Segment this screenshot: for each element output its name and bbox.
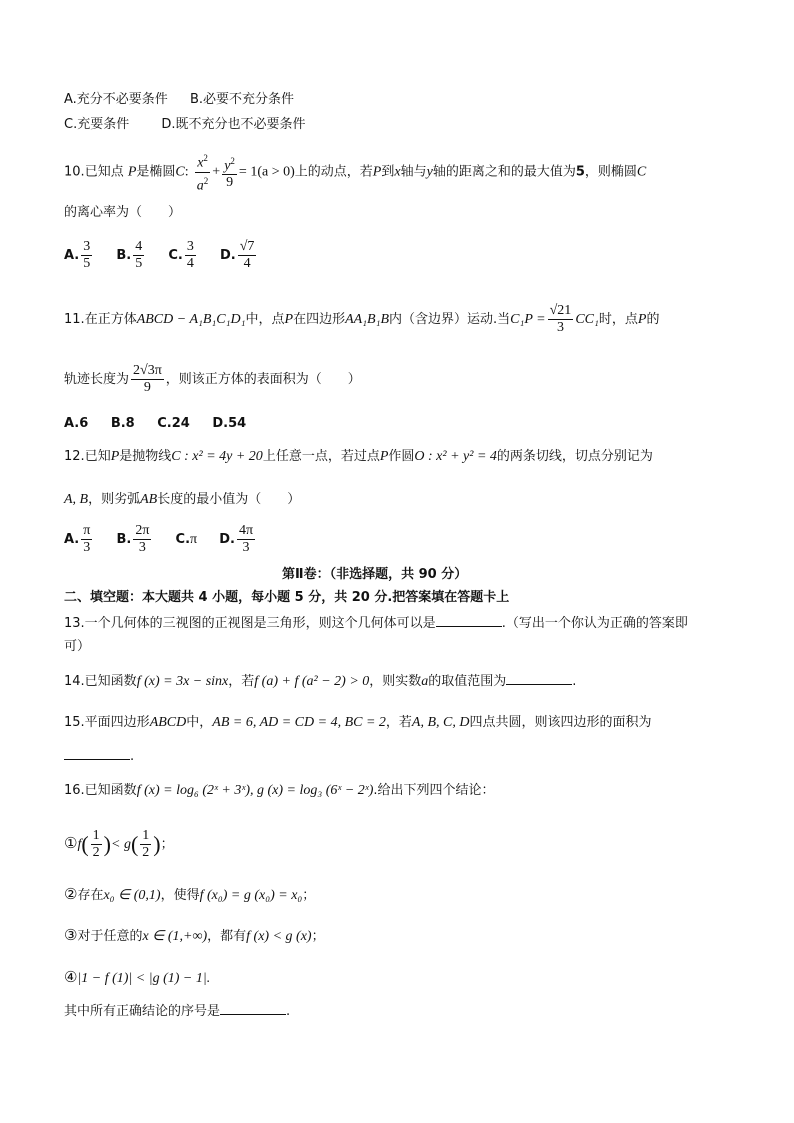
fraction-sqrt21-3: $\frac{√21}{3}$ — [549, 303, 572, 335]
math-circle: O : x² + y² = 4 — [414, 449, 497, 464]
q16-stem — [64, 781, 495, 801]
q12-text: 已知 — [84, 449, 111, 464]
q15-text: ，若 — [385, 715, 412, 730]
circled-2: ② — [64, 885, 78, 903]
q16-conclusion-3: ③对于任意的x ∈ (1,+∞)，都有f (x) < g (x)； — [64, 926, 325, 944]
q11-text: 在四边形 — [293, 312, 346, 327]
fraction-y2-9: $\frac{y^2}{9}$ — [222, 153, 237, 192]
q16-text: 16.已知函数 — [64, 783, 137, 798]
math-x: x — [394, 164, 401, 180]
math-cond: AB = 6, AD = CD = 4, BC = 2 — [212, 715, 386, 730]
q16-conclusion-2: ②存在x₀ ∈ (0,1)，使得f (x₀) = g (x₀) = x₀； — [64, 885, 316, 903]
q11-text: 内（含边界）运动.当 — [389, 312, 511, 327]
q12-option-b: B. $\frac{2\pi}{3}$ — [116, 523, 150, 555]
circled-4: ④ — [64, 968, 78, 986]
answer-blank[interactable] — [220, 1002, 286, 1015]
math-C: C — [636, 164, 647, 180]
q10-text: 是椭圆 — [136, 164, 176, 180]
math-parabola: C : x² = 4y + 20 — [171, 449, 263, 464]
q14-text: 的取值范围为 — [428, 674, 507, 689]
q15-blank-line — [64, 747, 134, 767]
q14-text: ，若 — [228, 674, 255, 689]
q11-text: 在正方体 — [84, 312, 137, 327]
q12-stem-cont — [64, 490, 300, 510]
q16-conclusion-1: ①f( $\frac{1}{2}$ )< g( $\frac{1}{2}$ )； — [64, 822, 174, 866]
circled-1: ① — [64, 834, 78, 852]
math-f: f (x) = 3x − sinx — [136, 674, 229, 689]
q10-text: 已知点 — [84, 164, 124, 180]
q9-option-d: D.既不充分也不必要条件 — [161, 117, 306, 132]
math-abcd: ABCD — [149, 715, 187, 730]
q12-options — [64, 522, 275, 558]
math-cube: ABCD − A₁B₁C₁D₁ — [136, 312, 246, 327]
q12-text: ，则劣弧 — [88, 492, 141, 507]
fraction-x2-a2: $\frac{x^2}{a^2}$ — [195, 150, 211, 194]
q12-option-d: D. $\frac{4\pi}{3}$ — [219, 523, 254, 555]
q16-end: . — [286, 1004, 291, 1019]
fraction-track-length: $\frac{2√3\pi}{9}$ — [133, 363, 162, 395]
q14-text: ，则实数 — [369, 674, 422, 689]
math-points: A, B, C, D — [411, 715, 470, 730]
circled-3: ③ — [64, 926, 78, 944]
answer-blank[interactable] — [64, 747, 130, 760]
q10-text: 轴的距离之和的最大值为 — [432, 164, 576, 180]
q12-text: 上任意一点，若过点 — [262, 449, 380, 464]
math-ab: A, B — [64, 492, 89, 507]
q11-text: ，则该正方体的表面积为（ ） — [165, 372, 361, 387]
q14-end: . — [572, 674, 577, 689]
math-arc: AB — [140, 492, 158, 507]
math-cond: f (a) + f (a² − 2) > 0 — [254, 674, 370, 689]
q9-option-a: A.充分不必要条件 — [64, 92, 168, 107]
q12-text: 是抛物线 — [119, 449, 172, 464]
q10-option-b: B. $\frac{4}{5}$ — [116, 239, 143, 271]
q10-options — [64, 238, 276, 274]
q11-stem-cont — [64, 360, 361, 400]
q16-final — [64, 1002, 290, 1022]
q15-text: 15.平面四边形 — [64, 715, 150, 730]
q16-conclusion-4: ④|1 − f (1)| < |g (1) − 1|. — [64, 968, 211, 986]
q11-option-d: D.54 — [212, 416, 247, 431]
q11-number: 11. — [64, 312, 85, 327]
q10-option-a: A. $\frac{3}{5}$ — [64, 239, 91, 271]
q11-text: 中，点 — [245, 312, 285, 327]
q12-number: 12. — [64, 449, 85, 464]
q13-text: 13.一个几何体的三视图的正视图是三角形，则这个几何体可以是 — [64, 616, 436, 631]
q11-option-a: A.6 — [64, 416, 89, 431]
value-5: 5 — [575, 164, 585, 180]
q10-text: 到 — [381, 164, 395, 180]
q10-option-c: C. $\frac{3}{4}$ — [168, 239, 194, 271]
q11-text: 时，点 — [598, 312, 638, 327]
q12-option-c: C.π — [175, 532, 198, 547]
math-a: a — [421, 674, 429, 689]
q10-number: 10. — [64, 164, 85, 180]
q12-text: 作圆 — [388, 449, 415, 464]
q11-option-b: B.8 — [110, 416, 135, 431]
q10-stem-cont: 的离心率为（ ） — [64, 205, 182, 220]
q16-text: .给出下列四个结论： — [373, 783, 495, 798]
q15-text: 中， — [186, 715, 213, 730]
q15-text: 四点共圆，则该四边形的面积为 — [469, 715, 652, 730]
q10-text: 轴与 — [400, 164, 427, 180]
q12-stem: 12.已知P是抛物线C : x² = 4y + 20上任意一点，若过点P作圆O : x² + y² = 4的两条切线，切点分别记为 — [64, 449, 653, 464]
q11-text: 轨迹长度为 — [64, 372, 130, 387]
q9-option-b: B.必要不充分条件 — [189, 92, 295, 107]
q11-text: 的 — [646, 312, 660, 327]
math-C: C — [175, 164, 185, 180]
q13-stem — [64, 614, 688, 634]
q10-text: 上的动点，若 — [294, 164, 373, 180]
math-P: P — [372, 164, 382, 180]
q10-stem: 10.已知点 P是椭圆C: $\frac{x^2}{a^2}$ + $\frac{y^2}{9}$ = 1(a > 0)上的动点，若P到x轴与y轴的距离之和的最大值为5，则椭圆C — [64, 150, 646, 194]
q9-options-row2 — [64, 115, 324, 135]
q15-stem — [64, 713, 652, 733]
q11-stem: 11.在正方体ABCD − A₁B₁C₁D₁中，点P在四边形AA₁B₁B内（含边界）运动.当C₁P = $\frac{√21}{3}$ CC₁时，点P的 — [64, 303, 660, 335]
math-quad: AA₁B₁B — [345, 312, 390, 327]
q14-stem — [64, 672, 576, 692]
section2-heading: 二、填空题：本大题共 4 小题，每小题 5 分，共 20 分.把答案填在答题卡上 — [64, 590, 510, 605]
answer-blank[interactable] — [436, 614, 502, 627]
q12-text: 长度的最小值为（ ） — [157, 492, 301, 507]
q9-options-row1 — [64, 90, 312, 110]
q9-option-c: C.充要条件 — [64, 117, 130, 132]
math-y: y — [426, 164, 433, 180]
q13-text: .（写出一个你认为正确的答案即 — [501, 616, 688, 631]
math-c1p: C₁P = — [510, 312, 546, 327]
q14-text: 14.已知函数 — [64, 674, 137, 689]
q16-text: 其中所有正确结论的序号是 — [64, 1004, 221, 1019]
q15-end: . — [130, 749, 135, 764]
q12-option-a: A. $\frac{\pi}{3}$ — [64, 523, 91, 555]
part2-heading: 第Ⅱ卷：（非选择题，共 90 分） — [282, 567, 468, 582]
math-cc1: CC₁ — [575, 312, 599, 327]
q10-option-d: D. $\frac{√7}{4}$ — [220, 239, 255, 271]
math-eq: = 1(a > 0) — [238, 164, 295, 180]
q11-option-c: C.24 — [157, 416, 190, 431]
math-P: P — [127, 164, 137, 180]
q12-text: 的两条切线，切点分别记为 — [496, 449, 653, 464]
q11-options — [64, 414, 264, 434]
q13-stem-cont: 可） — [64, 639, 91, 654]
math-functions: f (x) = log₆ (2ˣ + 3ˣ), g (x) = log₃ (6ˣ − 2ˣ) — [136, 783, 374, 798]
q10-text: ，则椭圆 — [584, 164, 637, 180]
answer-blank[interactable] — [506, 672, 572, 685]
